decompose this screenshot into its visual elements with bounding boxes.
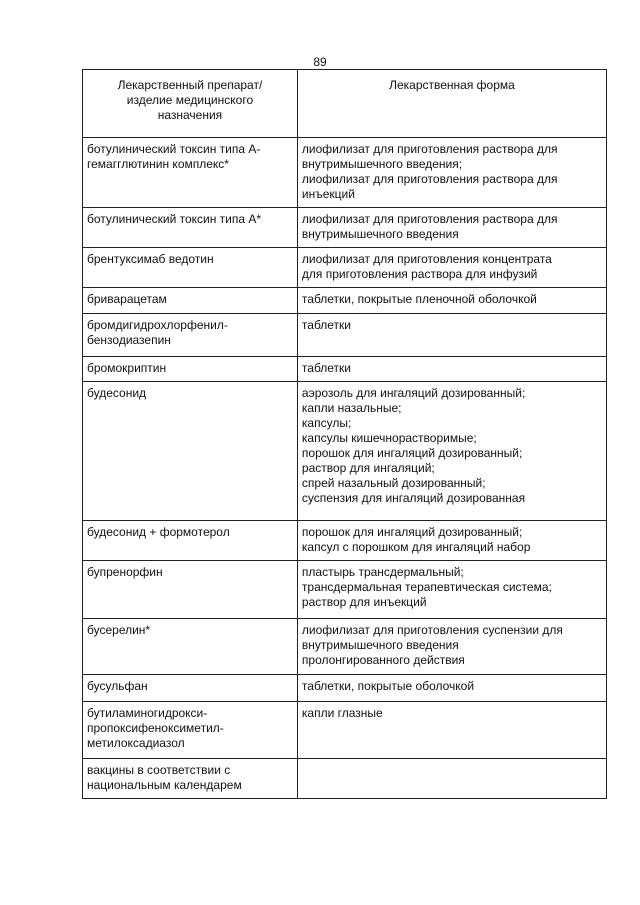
form-cell: [297, 561, 606, 619]
form-cell: [297, 382, 606, 521]
dosage-form-line: таблетки: [301, 318, 352, 332]
medication-table: [82, 69, 607, 799]
dosage-form-line: таблетки: [301, 361, 352, 375]
dosage-form-line: лиофилизат для приготовления раствора для: [301, 142, 558, 156]
table-header-row: [83, 70, 607, 138]
table-row: [83, 208, 607, 248]
drug-name-line: будесонид: [87, 386, 147, 400]
dosage-form-line: для приготовления раствора для инфузий: [301, 267, 538, 281]
table-row: [83, 702, 607, 759]
dosage-form-line: пластырь трансдермальный;: [301, 565, 464, 579]
drug-name-line: бензодиазепин: [87, 333, 171, 347]
header-drug-line: Лекарственный препарат/: [117, 78, 263, 92]
table-row: [83, 288, 607, 314]
table-row: [83, 675, 607, 702]
page-number: 89: [313, 55, 327, 69]
drug-name-line: будесонид + формотерол: [87, 525, 230, 539]
drug-cell: [83, 248, 298, 288]
dosage-form-line: суспензия для ингаляций дозированная: [301, 491, 526, 505]
header-form: [297, 70, 606, 138]
form-cell: [297, 675, 606, 702]
table-row: [83, 138, 607, 208]
form-cell: [297, 314, 606, 357]
drug-name-line: метилоксадиазол: [87, 736, 185, 750]
form-cell: [297, 208, 606, 248]
dosage-form-line: внутримышечного введения: [301, 227, 459, 241]
dosage-form-line: порошок для ингаляций дозированный;: [301, 446, 523, 460]
table-row: [83, 521, 607, 561]
form-cell: [297, 248, 606, 288]
table-row: [83, 619, 607, 675]
dosage-form-line: капли глазные: [301, 706, 383, 720]
drug-name-line: вакцины в соответствии с: [87, 763, 231, 777]
drug-cell: [83, 288, 298, 314]
drug-cell: [83, 382, 298, 521]
drug-name-line: бусульфан: [87, 679, 148, 693]
form-cell: [297, 357, 606, 382]
header-form-line: Лекарственная форма: [389, 78, 515, 92]
drug-cell: [83, 759, 298, 799]
dosage-form-line: капсул с порошком для ингаляций набор: [301, 540, 531, 554]
table-row: [83, 759, 607, 799]
dosage-form-line: капли назальные;: [301, 401, 402, 415]
form-cell: [297, 521, 606, 561]
table-row: [83, 561, 607, 619]
dosage-form-line: капсулы;: [301, 416, 352, 430]
form-cell: [297, 619, 606, 675]
drug-cell: [83, 521, 298, 561]
dosage-form-line: инъекций: [301, 187, 355, 201]
drug-name-line: национальным календарем: [87, 778, 242, 792]
drug-cell: [83, 702, 298, 759]
drug-cell: [83, 675, 298, 702]
dosage-form-line: лиофилизат для приготовления суспензии для: [301, 623, 563, 637]
dosage-form-line: порошок для ингаляций дозированный;: [301, 525, 523, 539]
table-row: [83, 357, 607, 382]
header-drug-line: назначения: [157, 108, 223, 122]
dosage-form-line: лиофилизат для приготовления раствора для: [301, 212, 558, 226]
dosage-form-line: трансдермальная терапевтическая система;: [301, 580, 552, 594]
form-cell: [297, 759, 606, 799]
drug-name-line: бутиламиногидрокси-: [87, 706, 208, 720]
drug-name-line: ботулинический токсин типа А-: [87, 142, 261, 156]
dosage-form-line: внутримышечного введения: [301, 638, 459, 652]
drug-cell: [83, 314, 298, 357]
dosage-form-line: спрей назальный дозированный;: [301, 476, 486, 490]
drug-name-line: пропоксифеноксиметил-: [87, 721, 224, 735]
dosage-form-line: таблетки, покрытые оболочкой: [301, 679, 475, 693]
drug-cell: [83, 138, 298, 208]
drug-name-line: бромокриптин: [87, 361, 167, 375]
header-drug: [83, 70, 298, 138]
drug-name-line: бусерелин*: [87, 623, 151, 637]
table-row: [83, 314, 607, 357]
form-cell: [297, 702, 606, 759]
table-row: [83, 248, 607, 288]
dosage-form-line: таблетки, покрытые пленочной оболочкой: [301, 292, 537, 306]
drug-cell: [83, 357, 298, 382]
dosage-form-line: раствор для ингаляций;: [301, 461, 435, 475]
drug-name-line: гемагглютинин комплекс*: [87, 157, 229, 171]
drug-cell: [83, 619, 298, 675]
dosage-form-line: раствор для инъекций: [301, 595, 427, 609]
drug-cell: [83, 208, 298, 248]
dosage-form-line: лиофилизат для приготовления раствора для: [301, 172, 558, 186]
drug-name-line: бупренорфин: [87, 565, 163, 579]
header-drug-line: изделие медицинского: [126, 93, 254, 107]
drug-name-line: брентуксимаб ведотин: [87, 252, 214, 266]
drug-name-line: бромдигидрохлорфенил-: [87, 318, 228, 332]
table-body: [83, 138, 607, 799]
dosage-form-line: капсулы кишечнорастворимые;: [301, 431, 477, 445]
dosage-form-line: лиофилизат для приготовления концентрата: [301, 252, 552, 266]
dosage-form-line: внутримышечного введения;: [301, 157, 463, 171]
drug-name-line: бриварацетам: [87, 292, 167, 306]
dosage-form-line: аэрозоль для ингаляций дозированный;: [301, 386, 526, 400]
table-row: [83, 382, 607, 521]
drug-cell: [83, 561, 298, 619]
form-cell: [297, 138, 606, 208]
drug-name-line: ботулинический токсин типа А*: [87, 212, 262, 226]
form-cell: [297, 288, 606, 314]
dosage-form-line: пролонгированного действия: [301, 653, 465, 667]
